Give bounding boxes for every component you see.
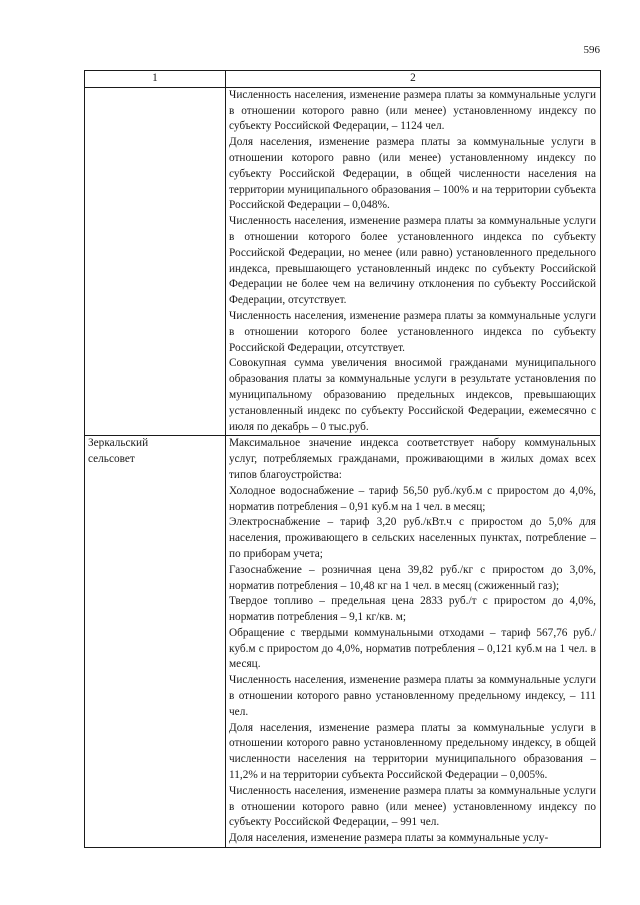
paragraph: Численность населения, изменение размера платы за коммунальные услуги в отношении которого более установленного индекса по субъекту Российской Федерации, но менее (или равно) установленного предельного индекса, превышающего установленный индекс по субъекту Российской Федерации не более чем на величину отклонения по субъекту Российской Федерации, отсутствует. — [229, 215, 596, 307]
description-cell — [226, 436, 601, 848]
table-row — [85, 436, 601, 848]
paragraph: Обращение с твердыми коммунальными отходами – тариф 567,76 руб./куб.м с приростом до 4,0%, норматив потребления – 0,121 куб.м на 1 чел. в месяц. — [229, 626, 596, 671]
table-header-row — [85, 71, 601, 88]
paragraph: Численность населения, изменение размера платы за коммунальные услуги в отношении которого равно (или менее) установленному индексу по субъекту Российской Федерации, – 991 чел. — [229, 784, 596, 829]
paragraph: Численность населения, изменение размера платы за коммунальные услуги в отношении которого равно (или менее) установленному индексу по субъекту Российской Федерации, – 1124 чел. — [229, 88, 596, 133]
column-header-2: 2 — [226, 71, 601, 88]
municipality-cell — [85, 436, 226, 848]
paragraph: Газоснабжение – розничная цена 39,82 руб./кг с приростом до 3,0%, норматив потребления – 10,48 кг на 1 чел. в месяц (сжиженный газ); — [229, 563, 596, 592]
paragraph: Доля населения, изменение размера платы за коммунальные услу- — [229, 832, 549, 845]
table-row — [85, 87, 601, 436]
municipality-cell — [85, 87, 226, 436]
paragraph: Доля населения, изменение размера платы за коммунальные услуги в отношении которого равно установленному предельному индексу, в общей численности населения на территории муниципального образования – 11,2% и на территории субъекта Российской Федерации – 0,005%. — [229, 721, 596, 782]
paragraph: Доля населения, изменение размера платы за коммунальные услуги в отношении которого равно (или менее) установленному индексу по субъекту Российской Федерации, в общей численности населения на территории муниципального образования – 100% и на территории субъекта Российской Федерации – 0,048%. — [229, 136, 596, 212]
page-number: 596 — [583, 44, 600, 56]
paragraph: Максимальное значение индекса соответствует набору коммунальных услуг, потребляемых гражданами, проживающими в жилых домах всех типов благоустройства: — [229, 437, 596, 481]
paragraph: Твердое топливо – предельная цена 2833 руб./т с приростом до 4,0%, норматив потребления – 9,1 кг/кв. м; — [229, 595, 596, 624]
data-table — [84, 70, 601, 848]
paragraph: Численность населения, изменение размера платы за коммунальные услуги в отношении которого равно установленному предельному индексу, – 111 чел. — [229, 674, 596, 718]
municipality-name-line: сельсовет — [88, 453, 135, 466]
paragraph: Электроснабжение – тариф 3,20 руб./кВт.ч с приростом до 5,0% для населения, проживающего в сельских населенных пунктах, потребление – по приборам учета; — [229, 516, 596, 560]
column-header-1: 1 — [85, 71, 226, 88]
paragraph: Холодное водоснабжение – тариф 56,50 руб./куб.м с приростом до 4,0%, норматив потребления – 0,91 куб.м на 1 чел. в месяц; — [229, 484, 596, 513]
description-cell — [226, 87, 601, 436]
paragraph: Численность населения, изменение размера платы за коммунальные услуги в отношении которого более установленного индекса по субъекту Российской Федерации, отсутствует. — [229, 309, 596, 354]
municipality-name-line: Зеркальский — [88, 437, 149, 450]
paragraph: Совокупная сумма увеличения вносимой гражданами муниципального образования платы за коммунальные услуги в результате установления по муниципальному образованию предельных индексов, превышающих установленный индекс по субъекту Российской Федерации, ежемесячно с июля по декабрь – 0 тыс.руб. — [229, 357, 596, 433]
